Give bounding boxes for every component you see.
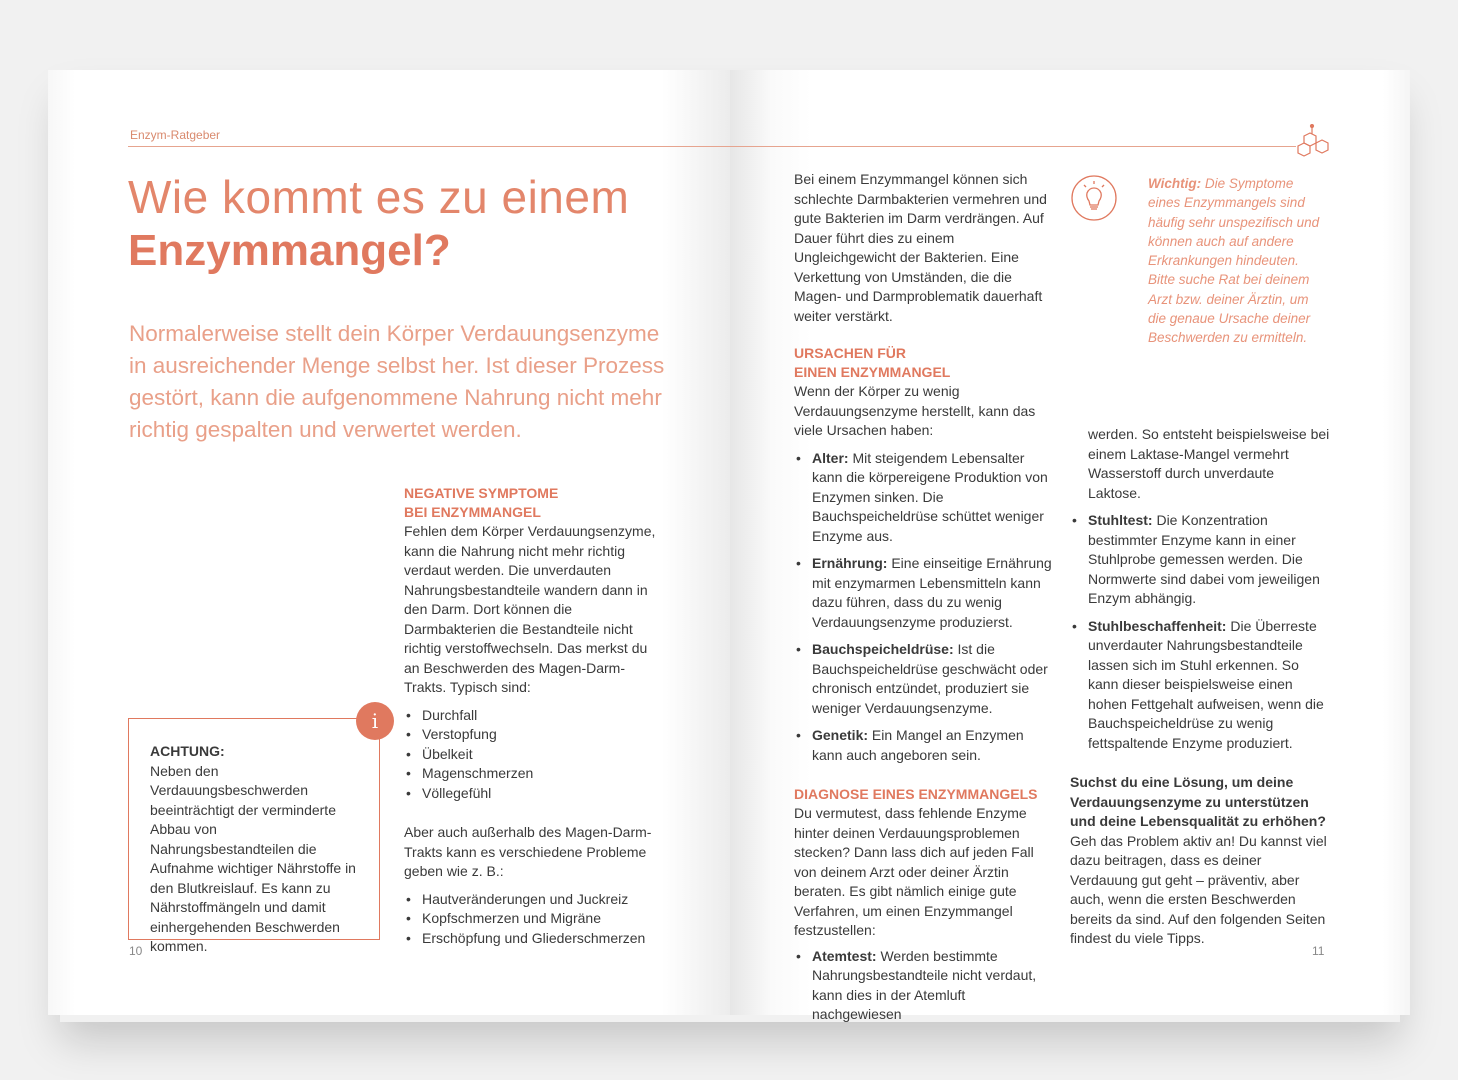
note-text: Die Symptome eines Enzymmangels sind häufig sehr unspezifisch und können auch auf andere Erkrankungen hindeuten. Bitte suche Rat bei deinem Arzt bzw. deiner Ärztin, um die genaue Ursache deiner Beschwerden zu ermitteln. [1148,176,1320,346]
list-item: • Völlegefühl [404,784,664,804]
list-item [1070,617,1330,754]
running-header: Enzym-Ratgeber [130,128,221,142]
section-text: Du vermutest, dass fehlende Enzyme hinter deinen Verdauungsproblemen stecken? Dann lass dich auf jeden Fall von deinem Arzt oder deiner Ärztin beraten. Es gibt nämlich einige gute Verfahren, um einen Enzymmangel festzustellen: [794,805,1034,938]
closing-text: Geh das Problem aktiv an! Du kannst viel dazu beitragen, dass es deiner Verdauung gut geht – präventiv, aber auch, wenn die ersten Beschwerden bereits da sind. Auf den folgenden Seiten findest du viele Tipps. [1070,832,1327,946]
list-item [794,947,1056,1025]
list-item: • Magenschmerzen [404,764,664,784]
warning-title: ACHTUNG: [150,743,225,759]
header-rule [128,146,1296,147]
list-item: • Hautveränderungen und Juckreiz [404,890,664,910]
warning-text: Neben den Verdauungsbeschwerden beeinträchtigt der verminderte Abbau von Nahrungsbestandteilen die Aufnahme wichtiger Nährstoffe in den Blutkreislauf. Es kann zu Nährstoffmängeln und damit einhergehenden Beschwerden kommen. [150,762,356,954]
list-text: Mit steigendem Lebensalter kann die körpereigene Produktion von Enzymen sinken. Die Bauchspeicheldrüse schüttet weniger Enzyme aus. [812,449,1048,544]
list-text: Werden bestimmte Nahrungsbestandteile nicht verdaut, kann dies in der Atemluft nachgewiesen [812,947,1037,1022]
diagnosis-list-continued [1070,511,1330,753]
section-text: Wenn der Körper zu wenig Verdauungsenzyme herstellt, kann das viele Ursachen haben: [794,383,1036,438]
section-heading: URSACHEN FÜR [794,345,906,361]
list-item [794,449,1056,547]
list-item: • Verstopfung [404,725,664,745]
page-number-left: 10 [129,944,143,958]
intro-paragraph: Normalerweise stellt dein Körper Verdauungsenzyme in ausreichender Menge selbst her. Ist dieser Prozess gestört, kann die aufgenommene Nahrung nicht mehr richtig gespalten und verwertet werden. [129,321,665,442]
section-text: Aber auch außerhalb des Magen-Darm-Trakts kann es verschiedene Probleme geben wie z. B.: [404,824,652,879]
warning-content [150,742,362,957]
page-title-bold: Enzymmangel? [128,226,451,275]
right-column-1 [794,170,1056,1033]
list-continuation: werden. So entsteht beispielsweise bei einem Laktase-Mangel vermehrt Wasserstoff durch unverdaute Laktose. [1088,426,1330,501]
causes-list [794,449,1056,766]
list-item [794,554,1056,632]
section-heading: NEGATIVE SYMPTOME [404,485,559,501]
section-heading: EINEN ENZYMMANGEL [794,364,951,380]
list-item: • Erschöpfung und Gliederschmerzen [404,929,664,949]
list-term: Bauchspeicheldrüse: [812,641,954,657]
list-item [794,640,1056,718]
list-text: Eine einseitige Ernährung mit enzymarmen Lebensmitteln kann dazu führen, dass du zu wenig Verdauungsenzyme produzierst. [812,555,1052,630]
section-heading: DIAGNOSE EINES ENZYMMANGELS [794,786,1038,802]
list-term: Alter: [812,449,849,466]
right-column-2 [1070,425,1330,949]
closing-question: Suchst du eine Lösung, um deine Verdauungsenzyme zu unterstützen und deine Lebensqualität zu erhöhen? [1070,774,1326,829]
list-term: Atemtest: [812,947,877,964]
list-term: Stuhlbeschaffenheit: [1088,617,1227,634]
list-text: Ein Mangel an Enzymen kann auch angeboren sein. [812,727,1024,763]
note-label: Wichtig: [1148,176,1202,191]
molecule-icon [1292,124,1332,162]
list-term: Stuhltest: [1088,512,1153,528]
symptom-list [404,706,664,804]
info-icon: i [356,702,394,740]
list-item: • Durchfall [404,706,664,726]
list-item [794,726,1056,765]
section-heading: BEI ENZYMMANGEL [404,504,541,520]
diagnosis-list [794,947,1056,1025]
list-text: Ist die Bauchspeicheldrüse geschwächt oder chronisch entzündet, produziert sie weniger Verdauungsenzyme. [812,641,1048,716]
section-text: Fehlen dem Körper Verdauungsenzyme, kann die Nahrung nicht mehr richtig verdaut werden. Die unverdauten Nahrungsbestandteile wandern dann in den Darm. Dort können die Darmbakterien die Bestandteile nicht richtig verstoffwechseln. Das merkst du an Beschwerden des Magen-Darm-Trakts. Typisch sind: [404,523,656,695]
negative-symptoms-section [404,484,664,948]
list-text: Die Konzentration bestimmter Enzyme kann in einer Stuhlprobe gemessen werden. Die Normwerte sind dabei vom jeweiligen Enzym abhängig. [1088,512,1320,606]
list-text: Die Überreste unverdauter Nahrungsbestandteile lassen sich im Stuhl erkennen. So kann dieser beispielsweise einen hohen Fettgehalt aufweisen, wenn die Bauchspeicheldrüse zu wenig fettspaltende Enzyme produziert. [1088,617,1324,751]
list-item: • Übelkeit [404,745,664,765]
other-problems-list [404,890,664,949]
list-term: Ernährung: [812,555,888,571]
list-item: • Kopfschmerzen und Migräne [404,909,664,929]
important-note [1148,174,1328,348]
list-term: Genetik: [812,727,869,743]
intro-paragraph: Bei einem Enzymmangel können sich schlechte Darmbakterien vermehren und gute Bakterien im Darm verdrängen. Auf Dauer führt dies zu einem Ungleichgewicht der Bakterien. Eine Verkettung von Umständen, die die Magen- und Darmproblematik dauerhaft weiter verstärkt. [794,171,1047,324]
list-item [1070,511,1330,609]
page-title-light: Wie kommt es zu einem [128,171,630,223]
page-number-right: 11 [1312,944,1325,958]
lightbulb-icon [1070,174,1118,222]
